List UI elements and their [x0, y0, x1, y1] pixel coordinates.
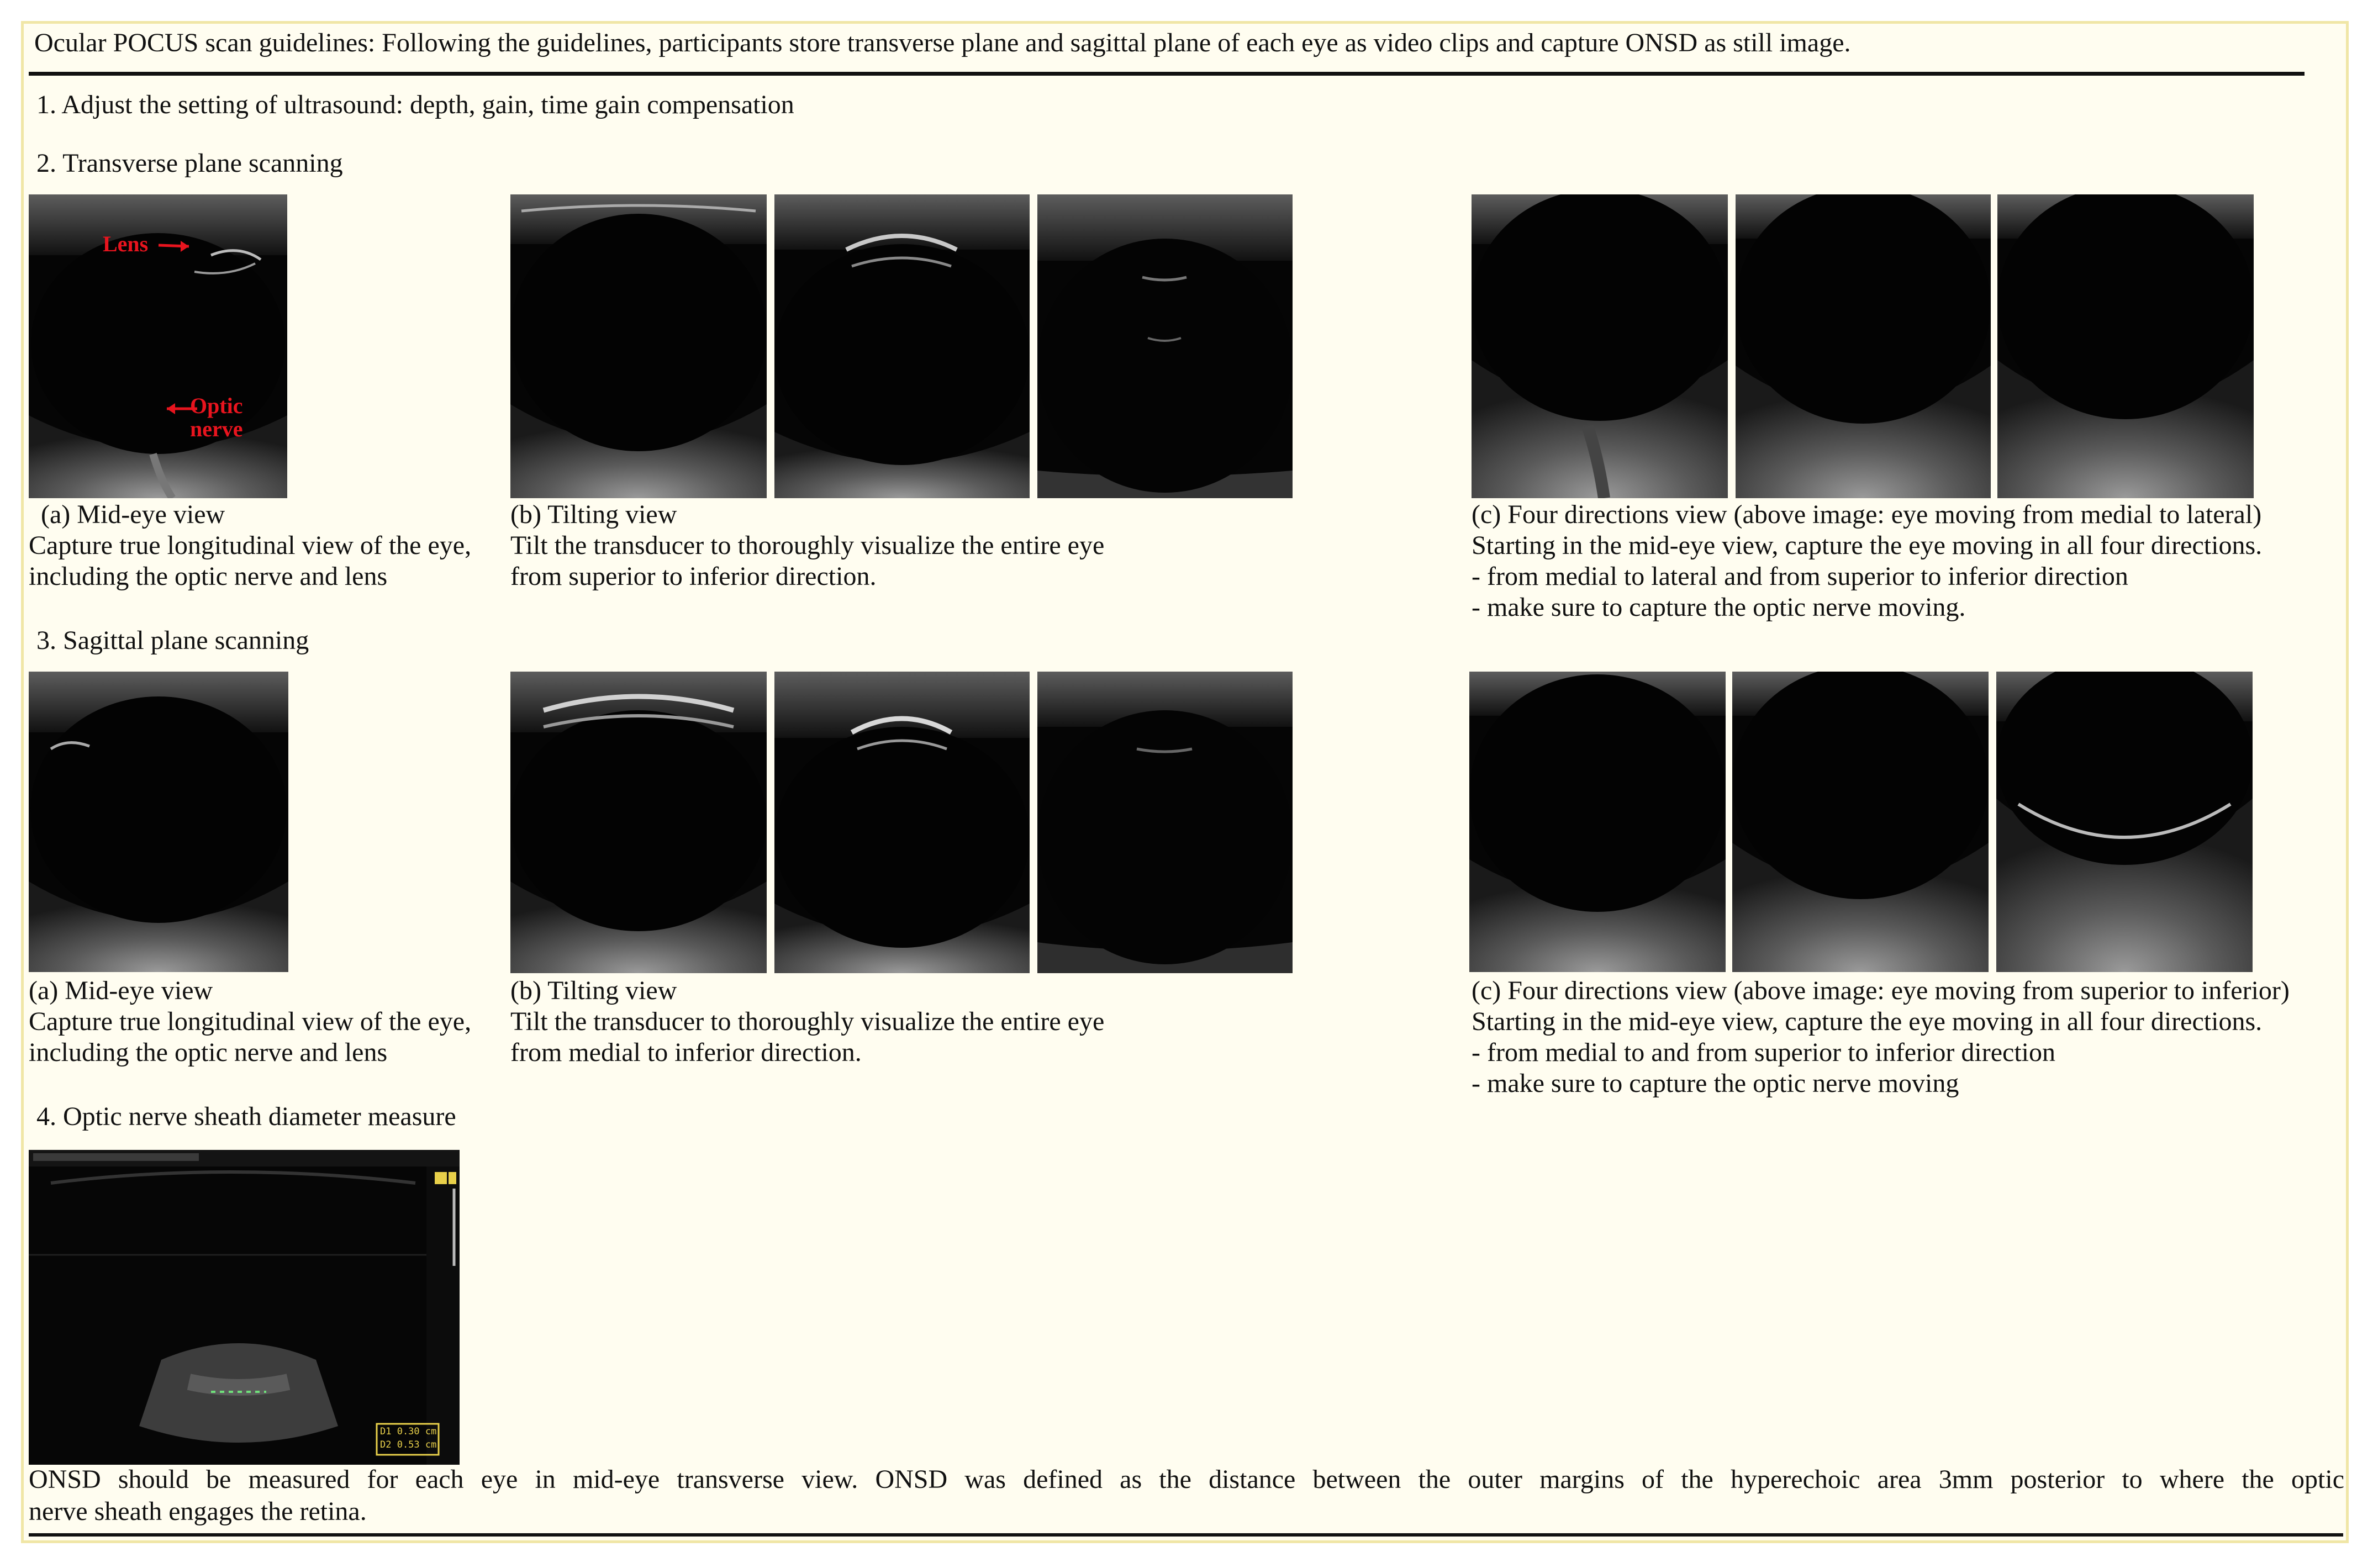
- transverse-tilt-image-1: [510, 194, 767, 498]
- sagittal-tilt-image-1: [510, 672, 767, 973]
- sagittal-mid-eye-image: [29, 672, 288, 972]
- sagittal-caption-b: (b) Tilting view Tilt the transducer to thoroughly visualize the entire eye from medial to inferior direction.: [510, 976, 1105, 1067]
- transverse-mid-eye-image: [29, 194, 287, 498]
- lens-label: Lens: [103, 231, 149, 256]
- figure-header: Ocular POCUS scan guidelines: Following the guidelines, participants store transverse plane and sagittal plane of each eye as video clips and capture ONSD as still image.: [34, 28, 1851, 57]
- footer-divider: [29, 1533, 2343, 1537]
- onsd-heading: 4. Optic nerve sheath diameter measure: [36, 1102, 456, 1131]
- sagittal-caption-c: (c) Four directions view (above image: eye moving from superior to inferior) Starting in the mid-eye view, capture the eye moving in all four directions. - from medial to and from superior to inferior direction - make sure to capture the optic nerve moving: [1472, 976, 2290, 1098]
- onsd-readout: D1 0.30 cm D2 0.53 cm: [380, 1426, 437, 1450]
- sagittal-direction-image-3: [1996, 672, 2253, 972]
- transverse-direction-image-3: [1997, 194, 2254, 498]
- transverse-heading: 2. Transverse plane scanning: [36, 149, 343, 178]
- optic-nerve-label: Optic nerve: [190, 393, 243, 441]
- header-divider: [29, 72, 2305, 76]
- onsd-description: ONSD should be measured for each eye in mid-eye transverse view. ONSD was defined as the distance between the outer margins of the hyperechoic area 3mm posterior to where the optic nerve sheath engages the retina.: [29, 1465, 2344, 1526]
- transverse-tilt-image-3: [1037, 194, 1293, 498]
- transverse-caption-b: (b) Tilting view Tilt the transducer to thoroughly visualize the entire eye from superior to inferior direction.: [510, 500, 1105, 591]
- transverse-direction-image-1: [1472, 194, 1728, 498]
- transverse-caption-a: (a) Mid-eye view Capture true longitudinal view of the eye, including the optic nerve and lens: [29, 500, 472, 591]
- sagittal-caption-a: (a) Mid-eye view Capture true longitudinal view of the eye, including the optic nerve and lens: [29, 976, 472, 1067]
- step-1-settings: 1. Adjust the setting of ultrasound: depth, gain, time gain compensation: [36, 90, 794, 119]
- sagittal-heading: 3. Sagittal plane scanning: [36, 626, 309, 655]
- onsd-measurement-image: [29, 1150, 460, 1465]
- sagittal-direction-image-2: [1732, 672, 1989, 972]
- sagittal-tilt-image-3: [1037, 672, 1293, 973]
- transverse-caption-c: (c) Four directions view (above image: eye moving from medial to lateral) Starting in the mid-eye view, capture the eye moving in all four directions. - from medial to lateral and from superior to inferior direction - make sure to capture the optic nerve moving.: [1472, 500, 2263, 622]
- transverse-direction-image-2: [1736, 194, 1991, 498]
- transverse-tilt-image-2: [774, 194, 1030, 498]
- sagittal-tilt-image-2: [774, 672, 1030, 973]
- sagittal-direction-image-1: [1469, 672, 1726, 972]
